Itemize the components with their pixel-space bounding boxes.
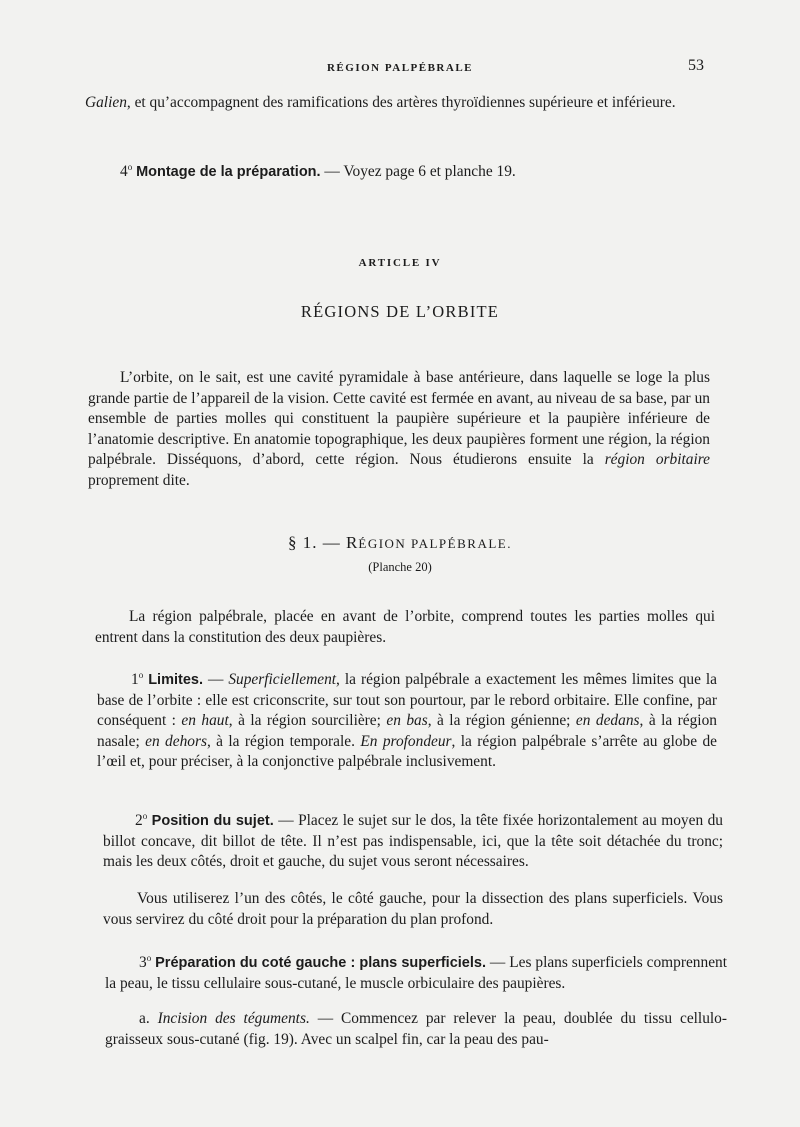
- galien-italic: Galien: [85, 94, 127, 111]
- italic-en-haut: en haut: [181, 712, 229, 730]
- intro-italic: région orbitaire: [604, 451, 710, 468]
- limites-number: 1: [131, 671, 139, 689]
- ordinal-sup: o: [127, 162, 133, 172]
- limites-text-6: , la région palpébrale s’arrête au globe de l’œil et, pour préciser, à la conjonctive palpébrale inclusivement.: [97, 732, 717, 771]
- paragraph-region: La région palpébrale, placée en avant de l’orbite, comprend toutes les parties molles qui entrent dans la constitution des deux paupières.: [95, 608, 715, 646]
- position-text: — Placez le sujet sur le dos, la tête fixée horizontalement au moyen du billot concave, dit billot de tête. Il n’est pas indispensable, ici, que la tête soit détachée du tronc; mais les deux côtés, droit et gauche, du sujet vous seront nécessaires.: [103, 812, 723, 871]
- subsection-title: [0, 533, 800, 553]
- preparation-text: — Les plans superficiels comprennent la peau, le tissu cellulaire sous-cutané, le muscle orbiculaire des paupières.: [105, 954, 727, 992]
- limites-text-5: , à la région temporale.: [206, 732, 361, 750]
- italic-en-dehors: en dehors: [145, 732, 207, 750]
- paragraph-position: [103, 806, 723, 873]
- paragraph-galien: [85, 93, 710, 114]
- preparation-heading: Préparation du coté gauche : plans superficiels.: [155, 955, 486, 972]
- intro-text: L’orbite, on le sait, est une cavité pyramidale à base antérieure, dans laquelle se loge la plus grande partie de l’appareil de la vision. Cette cavité est fermée en avant, au niveau de sa base, par un ensemble de parties molles qui constituent la paupière supérieure et la paupière inférieure de l’anatomie descriptive. En anatomie topographique, les deux paupières forment une région, la région palpébrale. Disséquons, d’abord, cette région. Nous étudierons ensuite la: [88, 369, 710, 468]
- ordinal-sup: o: [142, 811, 148, 821]
- paragraph-montage: [120, 157, 710, 183]
- italic-en-profondeur: En profondeur: [360, 732, 452, 750]
- limites-text-2: , à la région sourcilière;: [228, 712, 387, 730]
- intro-end: proprement dite.: [88, 471, 190, 489]
- montage-text: — Voyez page 6 et planche 19.: [320, 163, 516, 181]
- paragraph-position-2: Vous utiliserez l’un des côtés, le côté gauche, pour la dissection des plans superficiels. Vous vous servirez du côté droit pour la préparation du plan profond.: [103, 890, 723, 928]
- paragraph-incision: [105, 1009, 727, 1050]
- paragraph-intro: [88, 368, 710, 491]
- plate-reference: (Planche 20): [368, 560, 432, 574]
- position-heading: Position du sujet.: [151, 813, 274, 830]
- limites-text-3: , à la région génienne;: [427, 712, 576, 730]
- incision-text: — Commencez par relever la peau, doublée du tissu cellulo-graisseux sous-cutané (fig. 19). Avec un scalpel fin, car la peau des pau-: [105, 1010, 728, 1048]
- article-label: ARTICLE IV: [358, 257, 442, 269]
- italic-en-bas: en bas: [386, 712, 428, 730]
- montage-number: 4: [120, 163, 128, 181]
- ordinal-sup: o: [146, 953, 152, 963]
- montage-heading: Montage de la préparation.: [136, 164, 321, 181]
- paragraph-preparation: [105, 948, 727, 994]
- position-number: 2: [135, 812, 143, 830]
- dash: —: [202, 671, 229, 689]
- subsection-title-rest: ÉGION PALPÉBRALE.: [358, 536, 512, 551]
- limites-text-1: , la région palpébrale a exactement les mêmes limites que la base de l’orbite : elle est criconscrite, sur tout son pourtour, par le rebord orbitaire. Elle confine, par conséquent :: [97, 671, 717, 730]
- preparation-number: 3: [139, 954, 147, 972]
- page-number: 53: [688, 57, 704, 74]
- subsection-number: § 1. — R: [288, 533, 359, 552]
- italic-en-dedans: en dedans: [575, 712, 640, 730]
- italic-superficiellement: Superficiellement: [228, 671, 337, 689]
- running-head: RÉGION PALPÉBRALE: [326, 62, 473, 74]
- limites-text-4: , à la région nasale;: [97, 712, 717, 750]
- incision-label: a.: [139, 1010, 158, 1027]
- ordinal-sup: o: [138, 670, 144, 680]
- section-title: RÉGIONS DE L’ORBITE: [300, 302, 500, 321]
- limites-heading: Limites.: [148, 672, 203, 689]
- galien-text: , et qu’accompagnent des ramifications des artères thyroïdiennes supérieure et inférieure.: [126, 94, 676, 111]
- incision-heading: Incision des téguments.: [157, 1010, 310, 1027]
- paragraph-limites: [97, 665, 717, 773]
